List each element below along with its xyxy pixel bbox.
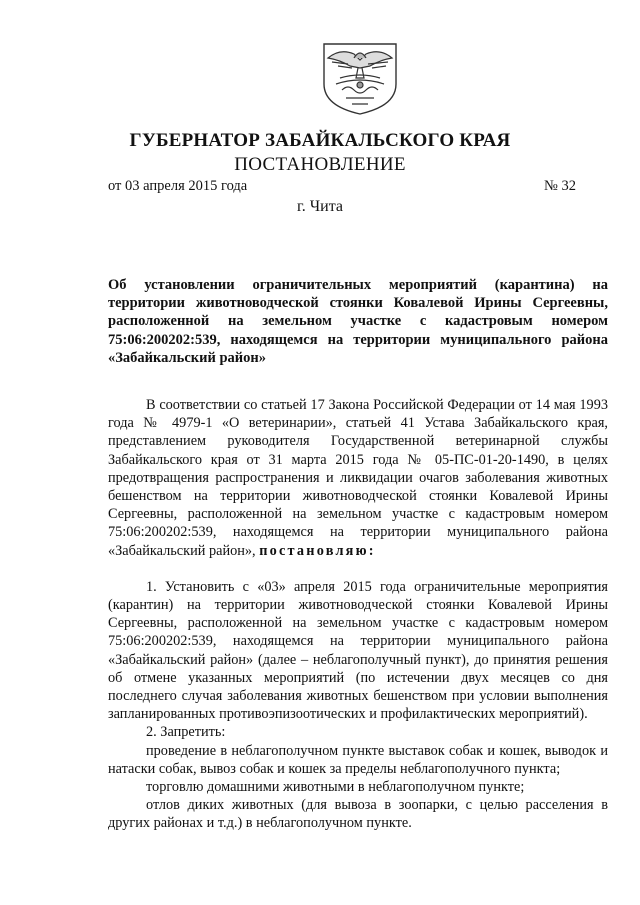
document-date: от 03 апреля 2015 года	[108, 178, 248, 194]
document-body	[108, 396, 608, 833]
coat-of-arms-emblem	[318, 38, 402, 116]
decree-word: постановляю:	[259, 542, 376, 559]
item-1-paragraph: 1. Установить с «03» апреля 2015 года ограничительные мероприятия (карантин) на территории животноводческой стоянки Ковалевой Ирины Сергеевны, расположенной на земельном участке с кадастровым номером 75:06:200202:539, находящемся на территории муниципального района «Забайкальский район» (далее – неблагополучный пункт), до принятия решения об отмене указанных мероприятий (по истечении двух месяцев со дня последнего случая заболевания животных бешенством при условии выполнения запланированных противоэпизоотических и профилактических мероприятий).	[108, 578, 608, 723]
issuing-authority: ГУБЕРНАТОР ЗАБАЙКАЛЬСКОГО КРАЯ	[129, 130, 511, 151]
ban-1-paragraph: проведение в неблагополучном пункте выставок собак и кошек, выводок и натаски собак, вывоз собак и кошек за пределы неблагополучного пункта;	[108, 742, 608, 777]
document-number: № 32	[544, 178, 576, 194]
preamble-text: В соответствии со статьей 17 Закона Российской Федерации от 14 мая 1993 года № 4979-1 «О ветеринарии», статьей 41 Устава Забайкальского края, представлением руководителя Государственной ветеринарной службы Забайкальского края от 31 марта 2015 года № 05-ПС-01-20-1490, в целях предотвращения распространения и ликвидации очагов заболевания животных бешенством на территории животноводческой стоянки Ковалевой Ирины Сергеевны, расположенной на земельном участке с кадастровым номером 75:06:200202:539, находящемся на территории муниципального района «Забайкальский район»,	[108, 397, 608, 559]
item-2-paragraph: 2. Запретить:	[146, 724, 226, 741]
ban-2-paragraph: торговлю домашними животными в неблагополучном пункте;	[146, 779, 525, 796]
document-title: Об установлении ограничительных мероприятий (карантина) на территории животноводческой стоянки Ковалевой Ирины Сергеевны, расположенной на земельном участке с кадастровым номером 75:06:200202:539, находящемся на территории муниципального района «Забайкальский район»	[108, 277, 608, 366]
city-name: г. Чита	[296, 198, 343, 215]
preamble-paragraph	[108, 396, 608, 560]
document-type: ПОСТАНОВЛЕНИЕ	[234, 154, 406, 175]
ban-3-paragraph: отлов диких животных (для вывоза в зоопарки, с целью расселения в других районах и т.д.) в неблагополучном пункте.	[108, 797, 608, 832]
